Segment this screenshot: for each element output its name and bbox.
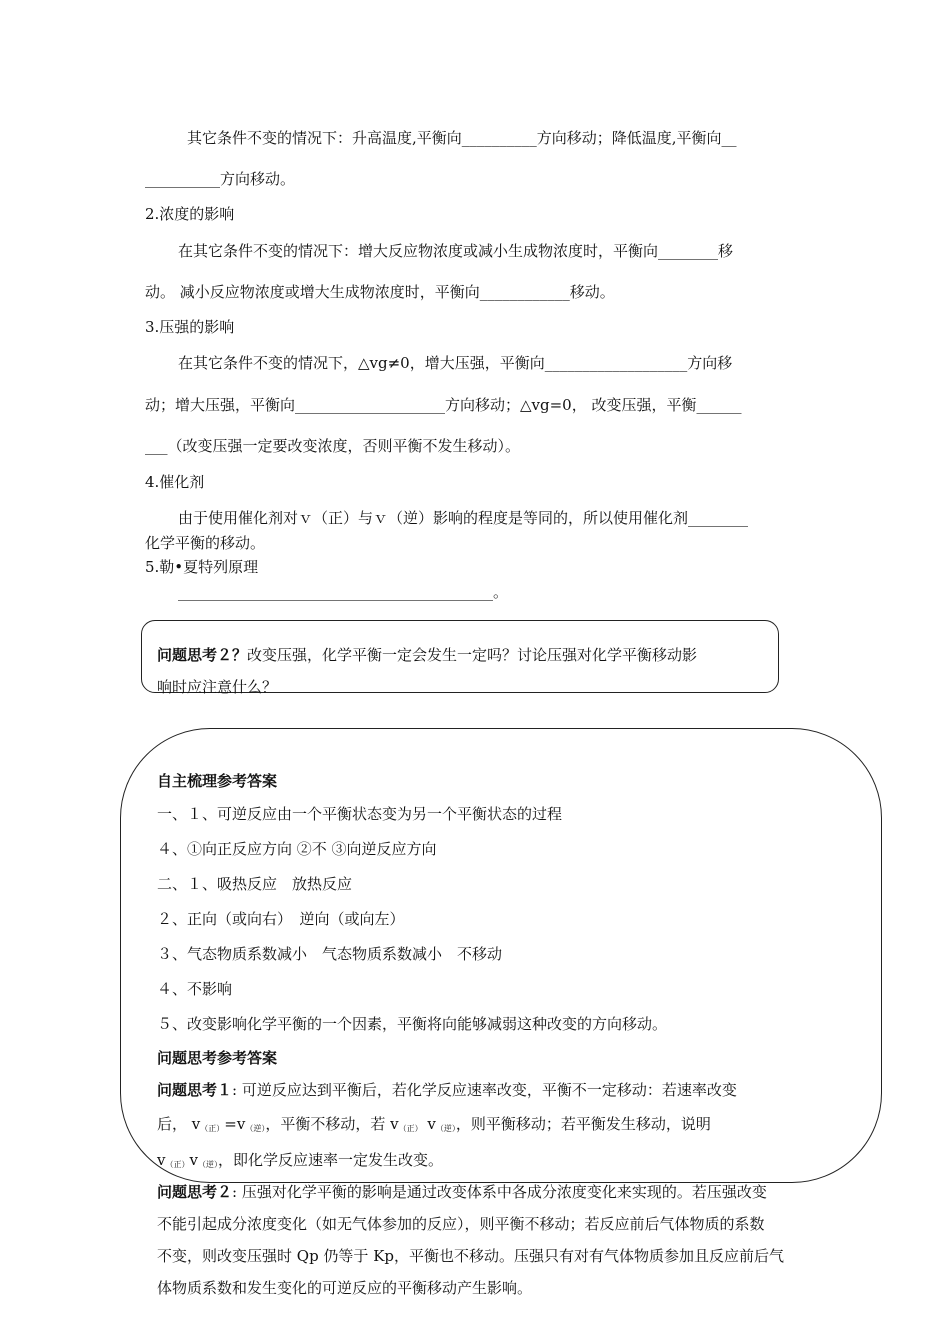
- q1-answer-line-1: [157, 1080, 737, 1100]
- question-2-text-1: 改变压强，化学平衡一定会发生一定吗？讨论压强对化学平衡移动影: [247, 646, 698, 664]
- pressure-line-3: ___（改变压强一定要改变浓度，否则平衡不发生移动）。: [145, 437, 521, 455]
- q1-answer-text-1: : 可逆反应达到平衡后，若化学反应速率改变，平衡不一定移动：若速率改变: [232, 1081, 737, 1099]
- q2-answer-line-1: [157, 1182, 767, 1202]
- q1-text: v: [157, 1151, 166, 1169]
- catalyst-line-1: 由于使用催化剂对ｖ（正）与ｖ（逆）影响的程度是等同的，所以使用催化剂________: [178, 509, 749, 527]
- q1-answer-label: 问题思考１: [157, 1081, 233, 1099]
- q1-text: v: [191, 1115, 201, 1133]
- answer-item: 二、１、吸热反应 放热反应: [157, 875, 353, 893]
- q1-text: =v: [224, 1115, 246, 1133]
- q1-text: v: [422, 1115, 436, 1133]
- answer-item: ４、不影响: [157, 980, 233, 998]
- temperature-line-2: __________方向移动。: [145, 170, 296, 188]
- answer-item: ２、正向（或向右） 逆向（或向左）: [157, 910, 405, 928]
- q1-subscript: （正）: [398, 1124, 423, 1133]
- answers-title: 自主梳理参考答案: [157, 772, 278, 790]
- question-2-label: 问题思考２？: [157, 646, 248, 664]
- pressure-line-2: 动；增大压强，平衡向____________________方向移动；△vg=0， 改变压强，平衡______: [145, 396, 742, 414]
- q1-answer-line-2: [157, 1114, 711, 1139]
- concentration-line-2: 动。 减小反应物浓度或增大生成物浓度时，平衡向____________移动。: [145, 283, 615, 301]
- answer-item: ３、气态物质系数减小 气态物质系数减小 不移动: [157, 945, 503, 963]
- concentration-line-1: 在其它条件不变的情况下：增大反应物浓度或减小生成物浓度时，平衡向________移: [178, 242, 734, 260]
- q1-text: 后，: [157, 1115, 188, 1133]
- pressure-line-1: 在其它条件不变的情况下，△vg≠0，增大压强，平衡向___________________方向移: [178, 354, 733, 372]
- answer-item: 一、１、可逆反应由一个平衡状态变为另一个平衡状态的过程: [157, 805, 563, 823]
- q1-text: ，即化学反应速率一定发生改变。: [217, 1151, 443, 1169]
- lechatelier-heading: 5.勒•夏特列原理: [145, 558, 259, 576]
- question-answers-title: 问题思考参考答案: [157, 1049, 278, 1067]
- q1-subscript: （逆）: [197, 1160, 218, 1169]
- q1-subscript: （正）: [165, 1160, 190, 1169]
- question-2-line-2: 响时应注意什么？: [157, 678, 278, 696]
- answer-item: ５、改变影响化学平衡的一个因素，平衡将向能够减弱这种改变的方向移动。: [157, 1015, 668, 1033]
- q2-answer-line-3: 不变，则改变压强时 Qp 仍等于 Kp，平衡也不移动。压强只有对有气体物质参加且反应前后气: [157, 1247, 785, 1265]
- q2-answer-label: 问题思考２: [157, 1183, 233, 1201]
- catalyst-line-2: 化学平衡的移动。: [145, 534, 266, 552]
- q1-text: ，平衡不移动，若 v: [265, 1115, 399, 1133]
- q2-answer-line-2: 不能引起成分浓度变化（如无气体参加的反应），则平衡不移动；若反应前后气体物质的系数: [157, 1215, 765, 1233]
- q1-subscript: （逆）: [435, 1124, 456, 1133]
- pressure-heading: 3.压强的影响: [145, 318, 235, 336]
- q1-answer-line-3: [157, 1150, 443, 1175]
- q2-answer-line-4: 体物质系数和发生变化的可逆反应的平衡移动产生影响。: [157, 1279, 533, 1297]
- q1-text: v: [189, 1151, 198, 1169]
- catalyst-heading: 4.催化剂: [145, 473, 205, 491]
- lechatelier-blank: __________________________________________。: [178, 583, 509, 601]
- q1-subscript: （逆）: [245, 1124, 266, 1133]
- question-2-line-1: [157, 645, 697, 665]
- q2-answer-text-1: : 压强对化学平衡的影响是通过改变体系中各成分浓度变化来实现的。若压强改变: [232, 1183, 767, 1201]
- answer-item: ４、①向正反应方向 ②不 ③向逆反应方向: [157, 840, 437, 858]
- temperature-line-1: 其它条件不变的情况下：升高温度,平衡向__________方向移动；降低温度,平衡向__: [187, 129, 737, 147]
- q1-text: ，则平衡移动；若平衡发生移动，说明: [455, 1115, 711, 1133]
- q1-subscript: （正）: [200, 1124, 225, 1133]
- concentration-heading: 2.浓度的影响: [145, 205, 235, 223]
